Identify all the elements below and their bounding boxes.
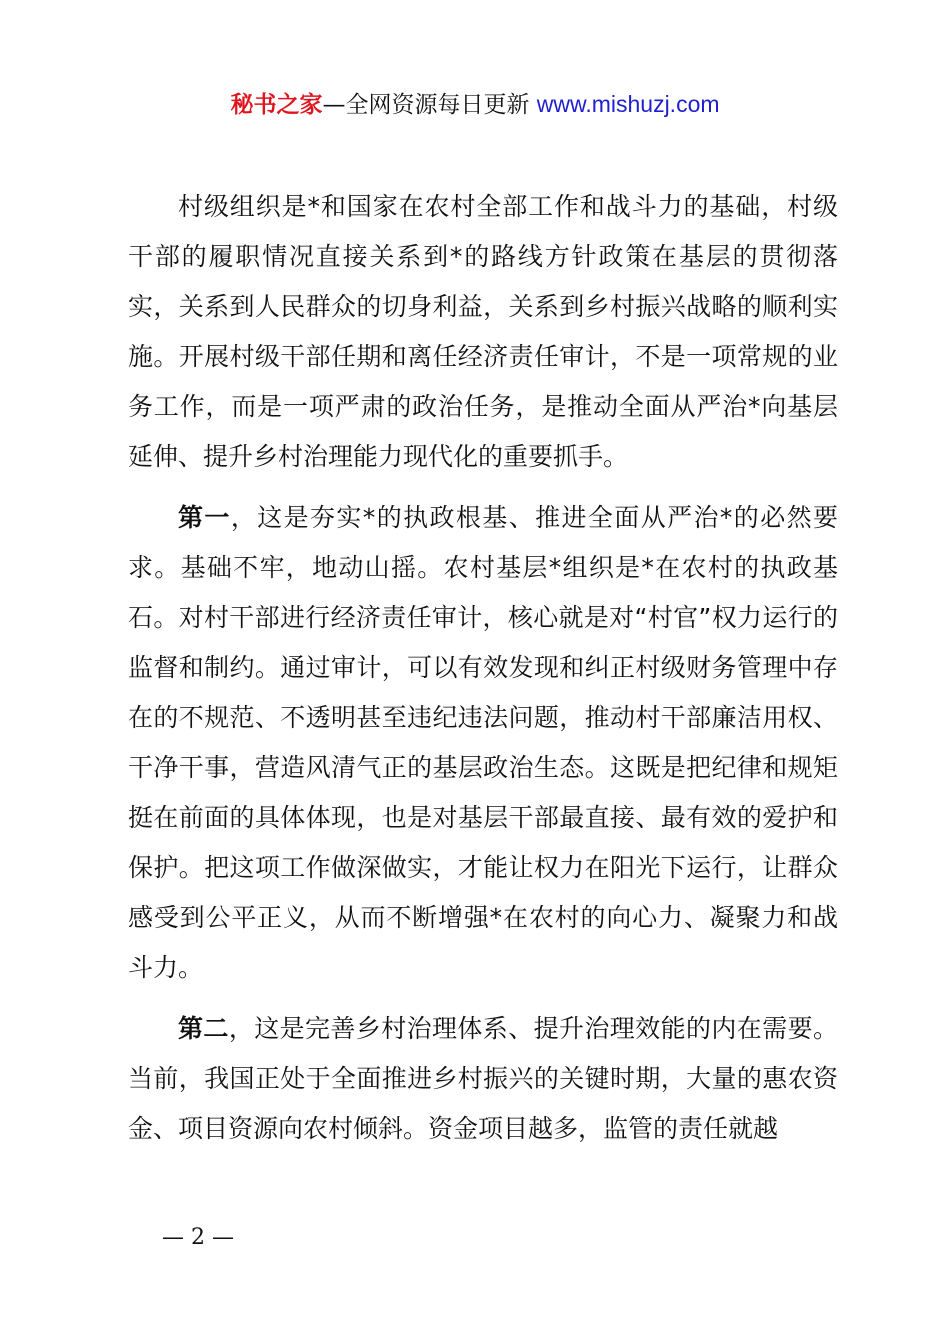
- page-number: — 2 —: [162, 1225, 234, 1250]
- paragraph-first-text: ，这是夯实*的执政根基、推进全面从严治*的必然要求。基础不牢，地动山摇。农村基层*组织是*在农村的执政基石。对村干部进行经济责任审计，核心就是对“村官”权力运行的监督和制约。通过审计，可以有效发现和纠正村级财务管理中存在的不规范、不透明甚至违纪违法问题，推动村干部廉洁用权、干净干事，营造风清气正的基层政治生态。这既是把纪律和规矩挺在前面的具体体现，也是对基层干部最直接、最有效的爱护和保护。把这项工作做深做实，才能让权力在阳光下运行，让群众感受到公平正义，从而不断增强*在农村的向心力、凝聚力和战斗力。: [128, 503, 838, 982]
- site-url-link[interactable]: www.mishuzj.com: [536, 91, 720, 117]
- site-header: [0, 86, 950, 123]
- paragraph-second-text: ，这是完善乡村治理体系、提升治理效能的内在需要。当前，我国正处于全面推进乡村振兴的关键时期，大量的惠农资金、项目资源向农村倾斜。资金项目越多，监管的责任就越: [128, 1014, 838, 1143]
- brand-name: 秘书之家: [230, 92, 323, 118]
- paragraph-first: [128, 493, 838, 993]
- paragraph-second: [128, 1004, 838, 1154]
- paragraph-first-lead: 第一: [178, 503, 231, 532]
- paragraph-second-lead: 第二: [178, 1014, 229, 1043]
- header-tagline: —全网资源每日更新: [322, 92, 537, 118]
- document-body: [128, 182, 838, 1165]
- paragraph-intro: 村级组织是*和国家在农村全部工作和战斗力的基础，村级干部的履职情况直接关系到*的路线方针政策在基层的贯彻落实，关系到人民群众的切身利益，关系到乡村振兴战略的顺利实施。开展村级干部任期和离任经济责任审计，不是一项常规的业务工作，而是一项严肃的政治任务，是推动全面从严治*向基层延伸、提升乡村治理能力现代化的重要抓手。: [128, 192, 838, 471]
